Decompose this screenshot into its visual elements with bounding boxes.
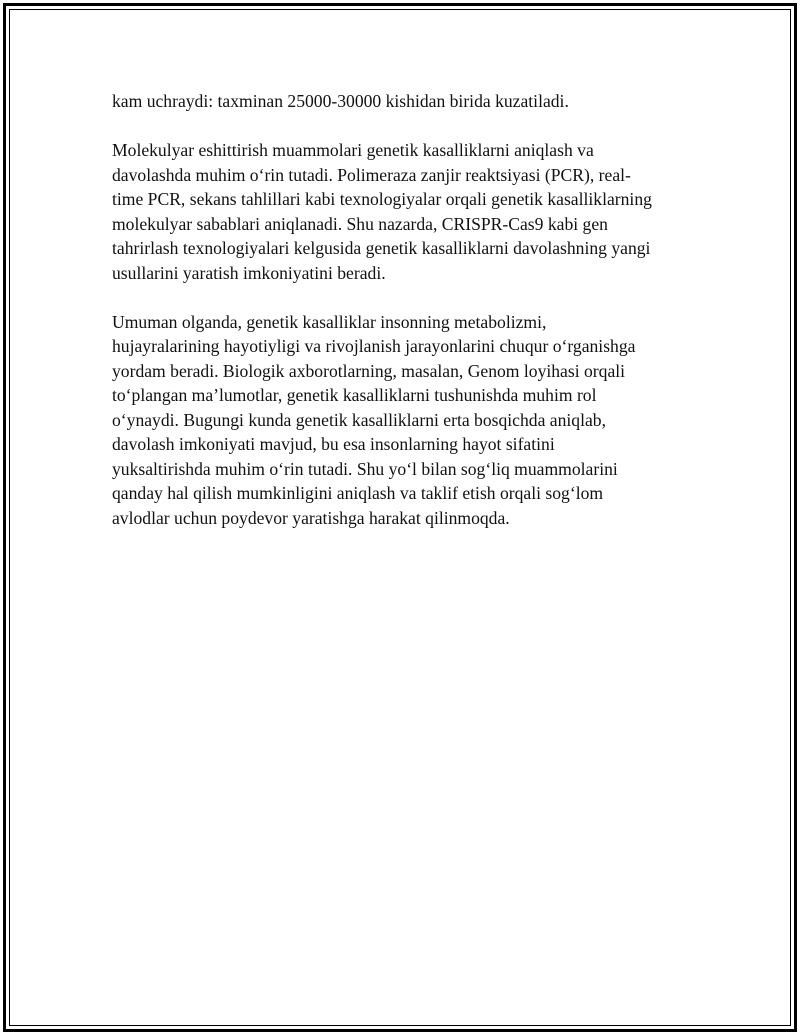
paragraph-2 <box>112 138 692 285</box>
text-line: yordam beradi. Biologik axborotlarning, masalan, Genom loyihasi orqali <box>112 360 626 381</box>
text-line: avlodlar uchun poydevor yaratishga harakat qilinmoqda. <box>112 507 510 528</box>
text-line: davolashda muhim oʻrin tutadi. Polimeraza zanjir reaktsiyasi (PCR), real- <box>112 164 631 185</box>
text-line: toʻplangan maʼlumotlar, genetik kasalliklarni tushunishda muhim rol <box>112 385 597 405</box>
paragraph-3 <box>112 310 692 531</box>
paragraph-1 <box>112 89 692 114</box>
text-line: yuksaltirishda muhim oʻrin tutadi. Shu yoʻl bilan sogʻliq muammolarini <box>112 458 618 479</box>
text-line: usullarini yaratish imkoniyatini beradi. <box>112 262 386 283</box>
text-line: Umuman olganda, genetik kasalliklar insonning metabolizmi, <box>112 311 547 332</box>
text-line: hujayralarining hayotiyligi va rivojlanish jarayonlarini chuqur oʻrganishga <box>112 336 636 356</box>
text-line: time PCR, sekans tahlillari kabi texnologiyalar orqali genetik kasalliklarning <box>112 189 652 209</box>
text-line: kam uchraydi: taxminan 25000-30000 kishidan birida kuzatiladi. <box>112 91 569 111</box>
text-line: qanday hal qilish mumkinligini aniqlash va taklif etish orqali sogʻlom <box>112 483 604 503</box>
document-body <box>112 89 692 555</box>
text-line: oʻynaydi. Bugungi kunda genetik kasalliklarni erta bosqichda aniqlab, <box>112 409 606 430</box>
text-line: Molekulyar eshittirish muammolari genetik kasalliklarni aniqlash va <box>112 140 594 160</box>
text-line: molekulyar sabablari aniqlanadi. Shu nazarda, CRISPR-Cas9 kabi gen <box>112 213 608 234</box>
text-line: davolash imkoniyati mavjud, bu esa insonlarning hayot sifatini <box>112 434 555 454</box>
text-line: tahrirlash texnologiyalari kelgusida genetik kasalliklarni davolashning yangi <box>112 238 651 258</box>
